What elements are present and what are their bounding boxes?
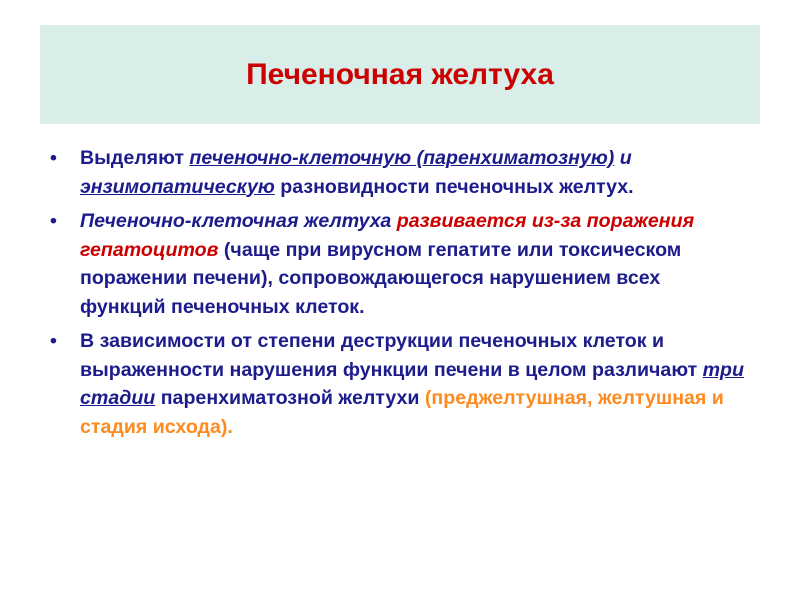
term-three-stages: три стадии — [80, 358, 744, 409]
bullet-text: разновидности печеночных желтух. — [274, 175, 634, 198]
bullet-text: (чаще при вирусном гепатите или токсическом поражении печени), сопровождающегося нарушением всех функций печеночных клеток. — [80, 238, 682, 318]
bullet-dot-icon: • — [50, 210, 57, 232]
term-hepatocellular-jaundice: Печеночно-клеточная желтуха — [80, 210, 392, 232]
cause-highlight: развивается из-за поражения гепатоцитов — [80, 210, 695, 261]
bullet-list — [50, 144, 750, 447]
bullet-text: паренхиматозной желтухи — [155, 387, 425, 409]
bullet-item-varieties — [50, 144, 750, 201]
title-box — [40, 25, 760, 124]
bullet-dot-icon: • — [50, 147, 57, 169]
bullet-item-stages — [50, 327, 750, 441]
bullet-dot-icon: • — [50, 330, 57, 352]
term-enzymopathic: энзимопатическую — [80, 175, 275, 198]
bullet-text: В зависимости от степени деструкции печеночных клеток и выраженности нарушения функции печени в целом различают — [80, 330, 703, 381]
bullet-item-cause — [50, 207, 750, 321]
bullet-text: Выделяют — [80, 147, 190, 169]
term-hepatocellular: печеночно-клеточную (паренхиматозную) — [189, 147, 615, 169]
slide-title: Печеночная желтуха — [246, 57, 554, 91]
bullet-text: и — [614, 147, 632, 169]
stages-list: (преджелтушная, желтушная и стадия исхода). — [80, 387, 724, 438]
